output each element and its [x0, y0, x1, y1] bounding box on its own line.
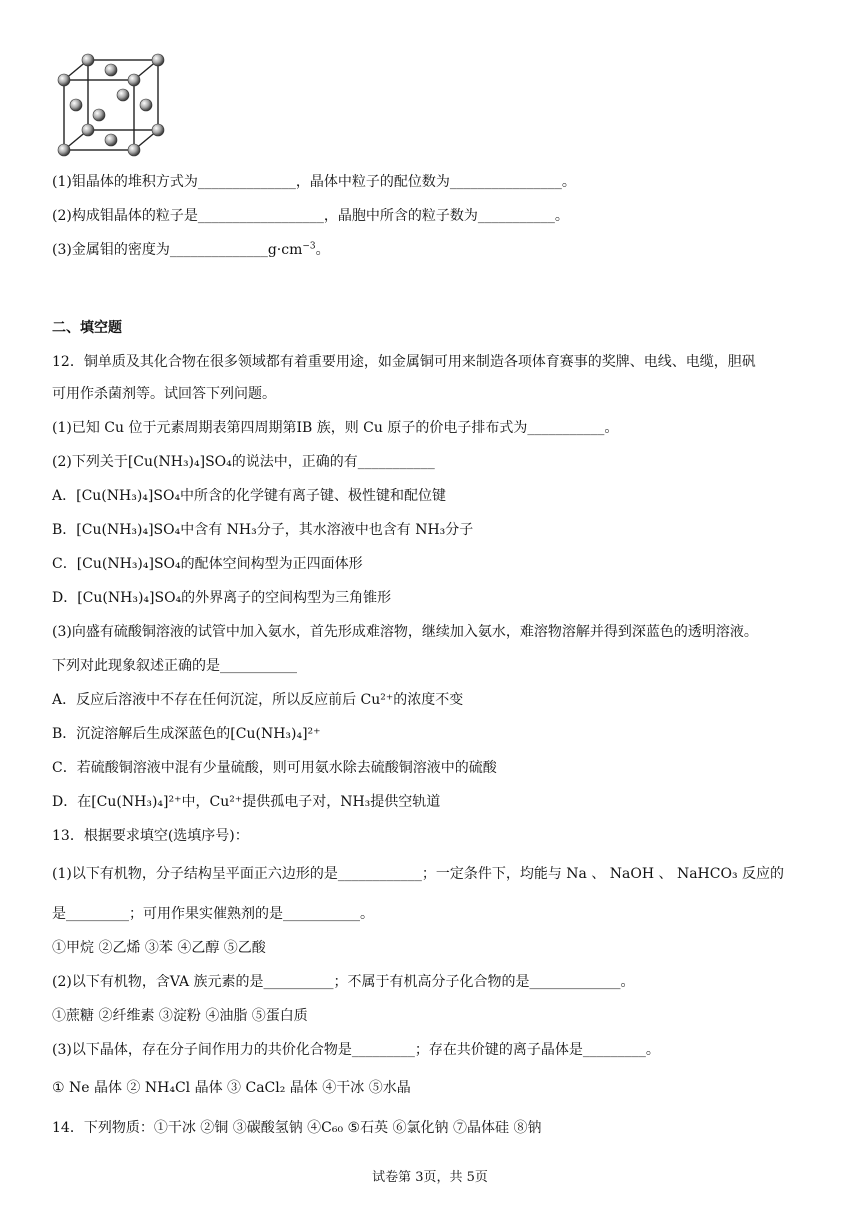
- page-footer: 试卷第 3页，共 5页: [372, 1170, 488, 1185]
- question-12-2-option-b: B．[Cu(NH₃)₄]SO₄中含有 NH₃分子，其水溶液中也含有 NH₃分子: [52, 522, 474, 538]
- question-11-1: (1)钼晶体的堆积方式为______________，晶体中粒子的配位数为________________。: [52, 174, 576, 190]
- question-13-1-options: ①甲烷 ②乙烯 ③苯 ④乙醇 ⑤乙酸: [52, 940, 266, 956]
- question-13-1-a: (1)以下有机物，分子结构呈平面正六边形的是____________；一定条件下，均能与 Na 、 NaOH 、 NaHCO₃ 反应的: [52, 866, 785, 882]
- section-heading-fill-in: 二、填空题: [52, 320, 122, 336]
- question-12-2: (2)下列关于[Cu(NH₃)₄]SO₄的说法中，正确的有___________: [52, 454, 435, 470]
- unit-exponent: −3: [302, 241, 316, 252]
- question-12-3-stem-b: 下列对此现象叙述正确的是___________: [52, 658, 297, 674]
- question-12-stem-b: 可用作杀菌剂等。试回答下列问题。: [52, 386, 276, 402]
- question-12-2-option-d: D．[Cu(NH₃)₄]SO₄的外界离子的空间构型为三角锥形: [52, 590, 392, 606]
- question-12-1: (1)已知 Cu 位于元素周期表第四周期第IB 族，则 Cu 原子的价电子排布式为___________。: [52, 420, 619, 436]
- question-12-2-option-a: A．[Cu(NH₃)₄]SO₄中所含的化学键有离子键、极性键和配位键: [52, 488, 447, 504]
- question-13-2-options: ①蔗糖 ②纤维素 ③淀粉 ④油脂 ⑤蛋白质: [52, 1008, 308, 1024]
- question-11-3-end: 。: [315, 242, 330, 258]
- question-13-3: (3)以下晶体，存在分子间作用力的共价化合物是_________；存在共价键的离子晶体是_________。: [52, 1042, 660, 1058]
- question-12-3-option-d: D．在[Cu(NH₃)₄]²⁺中，Cu²⁺提供孤电子对，NH₃提供空轨道: [52, 794, 441, 810]
- question-12-3-option-a: A．反应后溶液中不存在任何沉淀，所以反应前后 Cu²⁺的浓度不变: [52, 692, 464, 708]
- question-12-stem-a: 12．铜单质及其化合物在很多领域都有着重要用途，如金属铜可用来制造各项体育赛事的奖牌、电线、电缆，胆矾: [52, 354, 756, 370]
- question-13-stem: 13．根据要求填空(选填序号)：: [52, 828, 249, 844]
- question-13-2: (2)以下有机物，含VA 族元素的是__________；不属于有机高分子化合物的是_____________。: [52, 974, 635, 990]
- fcc-unit-cell-figure: [52, 50, 172, 160]
- question-11-3-text: (3)金属钼的密度为______________g·cm: [52, 242, 303, 258]
- question-12-2-option-c: C．[Cu(NH₃)₄]SO₄的配体空间构型为正四面体形: [52, 556, 363, 572]
- question-14-stem: 14．下列物质：①干冰 ②铜 ③碳酸氢钠 ④C₆₀ ⑤石英 ⑥氯化钠 ⑦晶体硅 ⑧钠: [52, 1120, 542, 1136]
- question-12-3-option-c: C．若硫酸铜溶液中混有少量硫酸，则可用氨水除去硫酸铜溶液中的硫酸: [52, 760, 497, 776]
- question-11-3: [52, 240, 822, 260]
- question-12-3-option-b: B．沉淀溶解后生成深蓝色的[Cu(NH₃)₄]²⁺: [52, 726, 321, 742]
- question-12-3-stem-a: (3)向盛有硫酸铜溶液的试管中加入氨水，首先形成难溶物，继续加入氨水，难溶物溶解并得到深蓝色的透明溶液。: [52, 624, 758, 640]
- question-11-2: (2)构成钼晶体的粒子是__________________，晶胞中所含的粒子数为___________。: [52, 208, 569, 224]
- question-13-1-b: 是_________；可用作果实催熟剂的是___________。: [52, 906, 374, 922]
- question-13-3-options: ① Ne 晶体 ② NH₄Cl 晶体 ③ CaCl₂ 晶体 ④干冰 ⑤水晶: [52, 1080, 411, 1096]
